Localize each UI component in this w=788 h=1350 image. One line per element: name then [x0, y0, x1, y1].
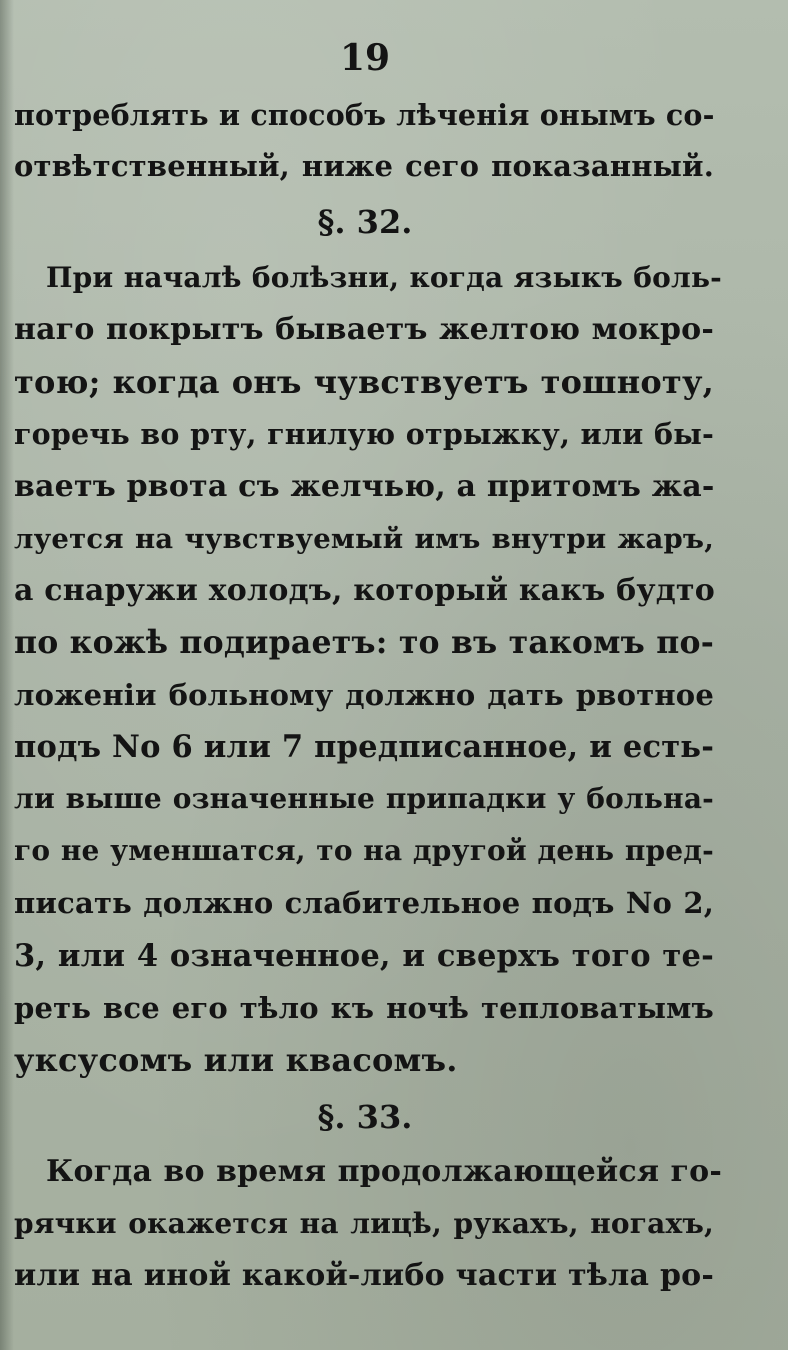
- text-line: а снаружи холодъ, который какъ будто: [14, 573, 715, 608]
- text-line: ли выше означенные припадки у больна-: [14, 782, 714, 815]
- text-line: тою; когда онъ чувствуетъ тошноту,: [14, 363, 714, 401]
- text-line: Когда во время продолжающейся го-: [46, 1154, 722, 1189]
- text-line: рячки окажется на лицѣ, рукахъ, ногахъ,: [14, 1207, 714, 1240]
- text-line: отвѣтственный, ниже сего показанный.: [14, 149, 714, 183]
- text-line: уксусомъ или квасомъ.: [14, 1041, 458, 1079]
- text-line: го не уменшатся, то на другой день пред-: [14, 834, 714, 867]
- text-line: наго покрытъ бываетъ желтою мокро-: [14, 312, 714, 347]
- text-line: ложеніи больному должно дать рвотное: [14, 678, 714, 712]
- text-line: горечь во рту, гнилую отрыжку, или бы-: [14, 417, 714, 451]
- page-number: 19: [339, 37, 391, 79]
- text-line: потреблять и способъ лѣченія онымъ со-: [14, 98, 715, 132]
- text-line: При началѣ болѣзни, когда языкъ боль-: [46, 261, 722, 294]
- text-line: луется на чувствуемый имъ внутри жаръ,: [14, 523, 714, 555]
- text-line: ваетъ рвота съ желчью, а притомъ жа-: [14, 469, 715, 504]
- text-line: писать должно слабительное подъ No 2,: [14, 886, 714, 920]
- text-line: или на иной какой-либо части тѣла ро-: [14, 1258, 714, 1293]
- text-line: 3, или 4 означенное, и сверхъ того те-: [14, 938, 714, 974]
- text-line: реть все его тѣло къ ночѣ тепловатымъ: [14, 991, 714, 1025]
- section-heading-32: §. 32.: [317, 203, 413, 241]
- text-line: подъ No 6 или 7 предписанное, и есть-: [14, 729, 715, 765]
- text-line: по кожѣ подираетъ: то въ такомъ по-: [14, 624, 714, 661]
- section-heading-33: §. 33.: [317, 1098, 413, 1136]
